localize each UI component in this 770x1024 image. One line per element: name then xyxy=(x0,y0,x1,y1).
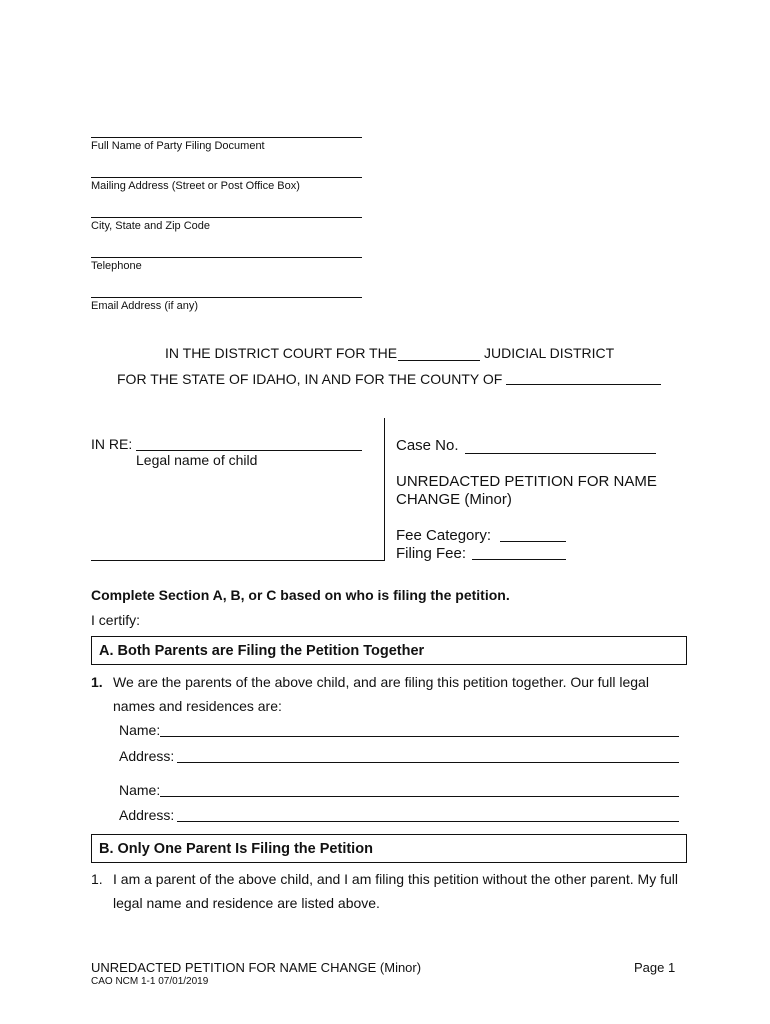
telephone-line[interactable] xyxy=(91,257,362,258)
legal-name-label: Legal name of child xyxy=(136,452,258,468)
telephone-label: Telephone xyxy=(91,260,142,272)
city-state-zip-label: City, State and Zip Code xyxy=(91,220,211,232)
full-name-label: Full Name of Party Filing Document xyxy=(91,140,265,152)
section-a-item-number: 1. xyxy=(91,674,103,690)
judicial-district-blank[interactable] xyxy=(398,360,480,361)
filing-fee-line[interactable] xyxy=(472,559,566,560)
parent-2-name-line[interactable] xyxy=(160,796,679,797)
section-a-title: A. Both Parents are Filing the Petition Together xyxy=(99,643,425,659)
parent-1-address-label: Address: xyxy=(119,748,175,764)
city-state-zip-line[interactable] xyxy=(91,217,362,218)
court-line-1-b: JUDICIAL DISTRICT xyxy=(484,345,615,361)
certify-label: I certify: xyxy=(91,612,141,628)
footer-doc-title: UNREDACTED PETITION FOR NAME CHANGE (Minor) xyxy=(91,960,422,975)
footer-page-label: Page 1 xyxy=(634,960,676,975)
fee-category-line[interactable] xyxy=(500,541,566,542)
county-blank[interactable] xyxy=(506,384,661,385)
section-b-header xyxy=(91,834,687,863)
case-no-line[interactable] xyxy=(465,453,656,454)
section-b-item-number: 1. xyxy=(91,871,103,887)
email-line[interactable] xyxy=(91,297,362,298)
in-re-label: IN RE: xyxy=(91,436,133,452)
court-line-2: FOR THE STATE OF IDAHO, IN AND FOR THE COUNTY OF xyxy=(117,371,503,387)
full-name-line[interactable] xyxy=(91,137,362,138)
mailing-address-label: Mailing Address (Street or Post Office Box) xyxy=(91,180,300,192)
caption-divider-vertical xyxy=(384,418,385,561)
parent-2-address-label: Address: xyxy=(119,807,175,823)
section-a-item-text-1: We are the parents of the above child, and are filing this petition together. Our full legal xyxy=(113,674,649,690)
child-name-line[interactable] xyxy=(136,450,362,451)
doc-title-line-2: CHANGE (Minor) xyxy=(396,491,512,508)
section-a-header xyxy=(91,636,687,665)
caption-divider-horizontal xyxy=(91,560,384,561)
complete-section-instruction: Complete Section A, B, or C based on who is filing the petition. xyxy=(91,587,510,603)
fee-category-label: Fee Category: xyxy=(396,527,492,544)
email-label: Email Address (if any) xyxy=(91,300,198,312)
parent-2-address-line[interactable] xyxy=(177,821,679,822)
doc-title-line-1: UNREDACTED PETITION FOR NAME xyxy=(396,473,657,490)
court-line-1-a: IN THE DISTRICT COURT FOR THE xyxy=(165,345,398,361)
footer-form-code: CAO NCM 1-1 07/01/2019 xyxy=(91,976,209,987)
parent-1-name-line[interactable] xyxy=(160,736,679,737)
mailing-address-line[interactable] xyxy=(91,177,362,178)
case-no-label: Case No. xyxy=(396,437,459,454)
parent-1-address-line[interactable] xyxy=(177,762,679,763)
section-b-item-text-1: I am a parent of the above child, and I am filing this petition without the other parent. My full xyxy=(113,871,678,887)
parent-2-name-label: Name: xyxy=(119,782,161,798)
section-a-item-text-2: names and residences are: xyxy=(113,698,282,714)
parent-1-name-label: Name: xyxy=(119,722,161,738)
section-b-title: B. Only One Parent Is Filing the Petition xyxy=(99,841,373,857)
section-b-item-text-2: legal name and residence are listed above. xyxy=(113,895,380,911)
filing-fee-label: Filing Fee: xyxy=(396,545,467,562)
